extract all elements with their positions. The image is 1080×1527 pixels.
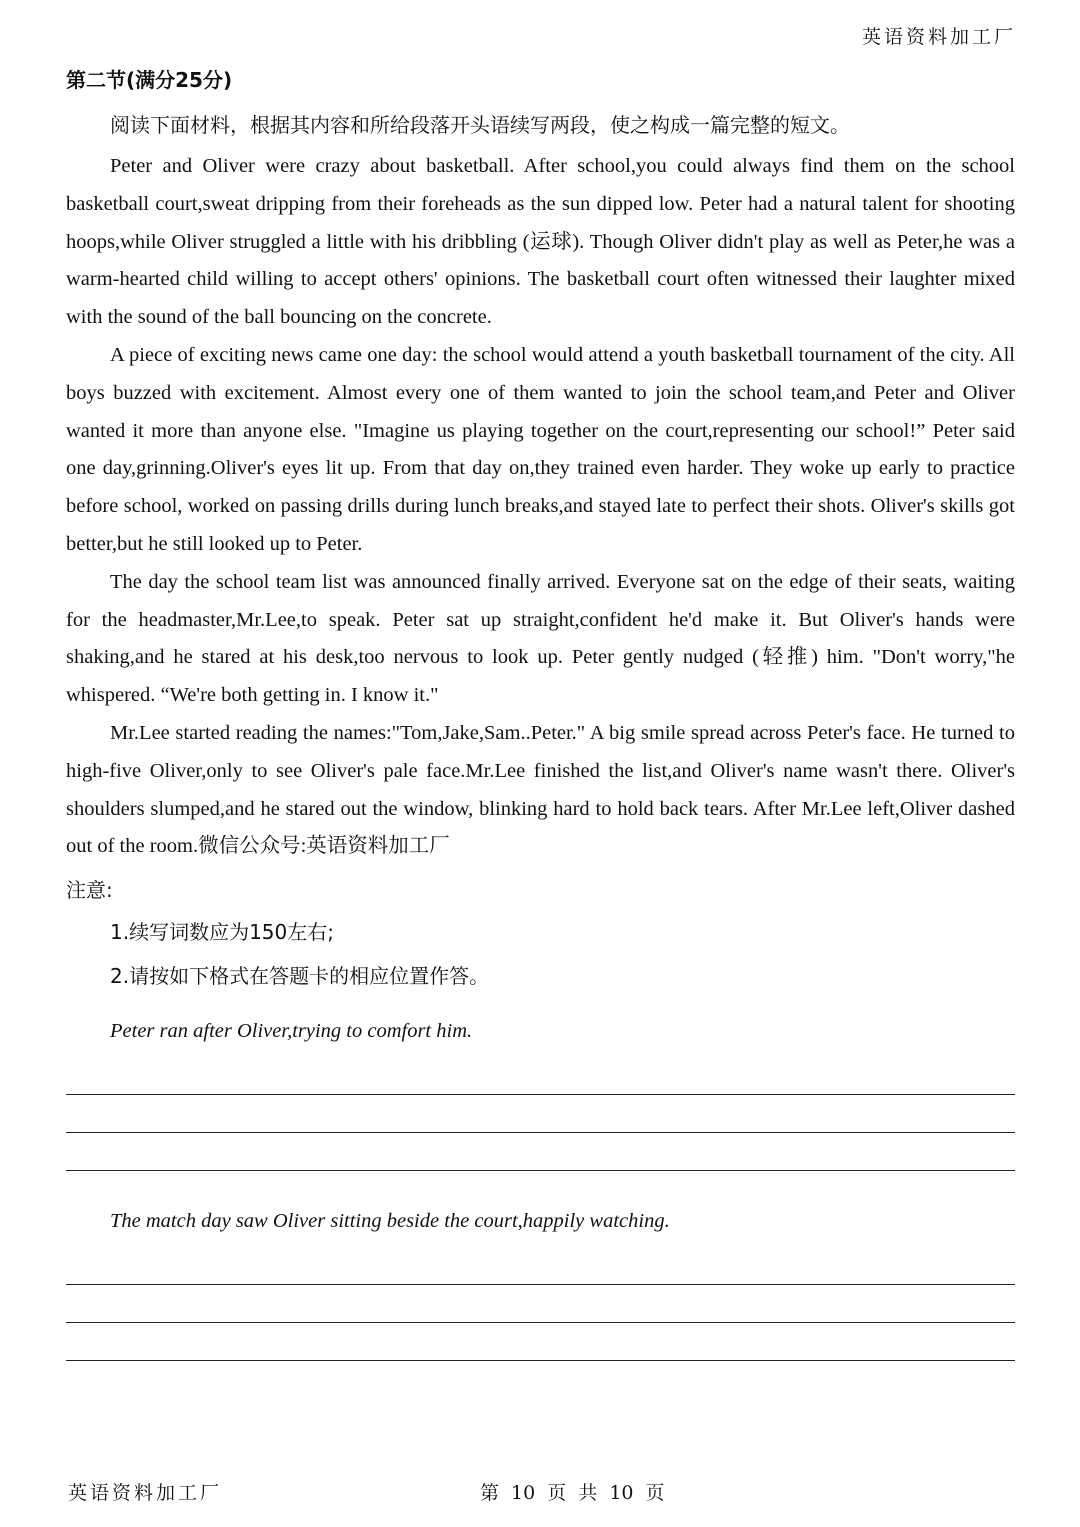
note-item-1: 1.续写词数应为150左右; <box>110 920 334 945</box>
note-item-2: 2.请按如下格式在答题卡的相应位置作答。 <box>110 964 490 989</box>
notes-label: 注意: <box>66 878 113 903</box>
footer-source-label: 英语资料加工厂 <box>68 1482 223 1504</box>
header-source-label: 英语资料加工厂 <box>861 26 1016 48</box>
answer-area <box>66 0 1015 1527</box>
section-instruction: 阅读下面材料，根据其内容和所给段落开头语续写两段，使之构成一篇完整的短文。 <box>110 113 850 137</box>
answer-line[interactable] <box>66 1284 1015 1285</box>
passage-paragraph-2: A piece of exciting news came one day: the school would attend a youth basketball tournament of the city. All boys buzzed with excitement. Almost every one of them wanted to join the school team,and Peter and Oliver wanted it more than anyone else. "Imagine us playing together on the court,representing our school!” Peter said one day,grinning.Oliver's eyes lit up. From that day on,they trained even harder. They woke up early to practice before school, worked on passing drills during lunch breaks,and stayed late to perfect their shots. Oliver's skills got better,but he still looked up to Peter. <box>66 343 1015 555</box>
answer-line[interactable] <box>66 1170 1015 1171</box>
passage-paragraph-3: The day the school team list was announced finally arrived. Everyone sat on the edge of their seats, waiting for the headmaster,Mr.Lee,to speak. Peter sat up straight,confident he'd make it. But Oliver's hands were shaking,and he stared at his desk,too nervous to look up. Peter gently nudged (轻推) him. "Don't worry,"he whispered. “We're both getting in. I know it." <box>66 570 1015 707</box>
footer-page-number: 第 10 页 共 10 页 <box>480 1482 665 1504</box>
passage-paragraph-1: Peter and Oliver were crazy about basketball. After school,you could always find them on the school basketball court,sweat dripping from their foreheads as the sun dipped low. Peter had a natural talent for shooting hoops,while Oliver struggled a little with his dribbling (运球). Though Oliver didn't play as well as Peter,he was a warm-hearted child willing to accept others' opinions. The basketball court often witnessed their laughter mixed with the sound of the ball bouncing on the concrete. <box>66 155 1015 329</box>
answer-line[interactable] <box>66 1094 1015 1095</box>
answer-line[interactable] <box>66 1360 1015 1361</box>
passage-paragraph-4: Mr.Lee started reading the names:"Tom,Jake,Sam..Peter." A big smile spread across Peter's face. He turned to high-five Oliver,only to see Oliver's pale face.Mr.Lee finished the list,and Oliver's name wasn't there. Oliver's shoulders slumped,and he stared out the window, blinking hard to hold back tears. After Mr.Lee left,Oliver dashed out of the room.微信公众号:英语资料加工厂 <box>66 721 1015 858</box>
answer-line[interactable] <box>66 1322 1015 1323</box>
section-title: 第二节(满分25分) <box>66 68 233 92</box>
answer-line[interactable] <box>66 1132 1015 1133</box>
continuation-prompt-1: Peter ran after Oliver,trying to comfort him. <box>110 1020 473 1042</box>
continuation-prompt-2: The match day saw Oliver sitting beside the court,happily watching. <box>110 1210 670 1232</box>
